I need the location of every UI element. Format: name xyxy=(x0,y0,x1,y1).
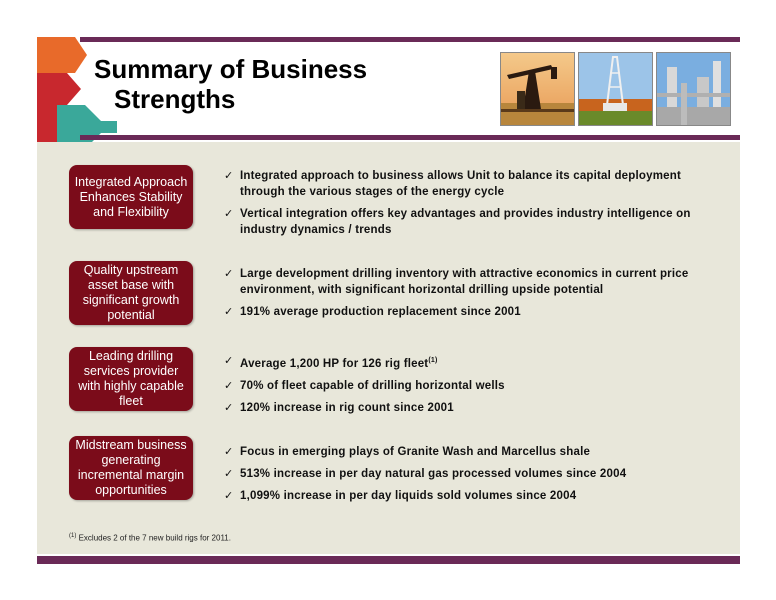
strength-label: Leading drilling services provider with highly capable fleet xyxy=(78,349,184,408)
bottom-divider xyxy=(37,556,740,564)
bullet-item: ✓ Average 1,200 HP for 126 rig fleet$^{(1)}$ xyxy=(224,355,438,370)
header-divider xyxy=(80,135,740,140)
strength-label: Integrated Approach Enhances Stability and Flexibility xyxy=(74,174,188,219)
strength-label: Midstream business generating incremental margin opportunities xyxy=(75,438,187,497)
top-divider xyxy=(80,37,740,42)
bullet-item: ✓ Large development drilling inventory with attractive economics in current price environment, with significant horizontal drilling upside potential xyxy=(224,268,689,296)
check-icon: ✓ xyxy=(224,490,234,502)
title-line-2: Strengths xyxy=(114,84,236,114)
check-icon: ✓ xyxy=(224,268,234,280)
check-icon: ✓ xyxy=(224,379,234,392)
bullet-item: ✓ Focus in emerging plays of Granite Wash and Marcellus shale xyxy=(224,446,591,458)
bullet-item: ✓ 191% average production replacement since 2001 xyxy=(224,306,521,318)
bullet-list-integrated xyxy=(224,168,724,244)
check-icon: ✓ xyxy=(224,401,234,414)
bullet-item: ✓ 1,099% increase in per day liquids sold volumes since 2004 xyxy=(224,490,577,502)
bullet-item: ✓ 120% increase in rig count since 2001 xyxy=(224,401,454,414)
footnote xyxy=(69,533,231,543)
bullet-item: ✓ 513% increase in per day natural gas processed volumes since 2004 xyxy=(224,468,627,480)
drilling-rig-photo xyxy=(578,52,653,126)
check-icon: ✓ xyxy=(224,170,234,182)
check-icon: ✓ xyxy=(224,468,234,480)
gas-plant-photo xyxy=(656,52,731,126)
footnote-marker: (1) xyxy=(69,533,77,539)
strength-box-drilling xyxy=(69,347,193,411)
check-icon: ✓ xyxy=(224,208,234,220)
bullet-list-midstream xyxy=(224,444,724,510)
title-line-1: Summary of Business xyxy=(94,54,368,84)
bullet-item: ✓ Integrated approach to business allows Unit to balance its capital deployment through the various stages of the energy cycle xyxy=(224,170,681,198)
strength-box-upstream xyxy=(69,261,193,325)
bullet-list-drilling xyxy=(224,353,724,422)
footnote-text: Excludes 2 of the 7 new build rigs for 2011. xyxy=(78,533,231,543)
check-icon: ✓ xyxy=(224,446,234,458)
footnote-marker: (1) xyxy=(428,357,438,364)
bullet-list-upstream xyxy=(224,266,724,326)
strength-box-integrated xyxy=(69,165,193,229)
page-title xyxy=(94,54,474,114)
strength-box-midstream xyxy=(69,436,193,500)
strength-label: Quality upstream asset base with significant growth potential xyxy=(82,263,180,322)
pumpjack-photo xyxy=(500,52,575,126)
bullet-item: ✓ 70% of fleet capable of drilling horizontal wells xyxy=(224,379,505,392)
check-icon: ✓ xyxy=(224,306,234,318)
check-icon: ✓ xyxy=(224,355,234,367)
bullet-item: ✓ Vertical integration offers key advantages and provides industry intelligence on industry dynamics / trends xyxy=(224,208,691,236)
